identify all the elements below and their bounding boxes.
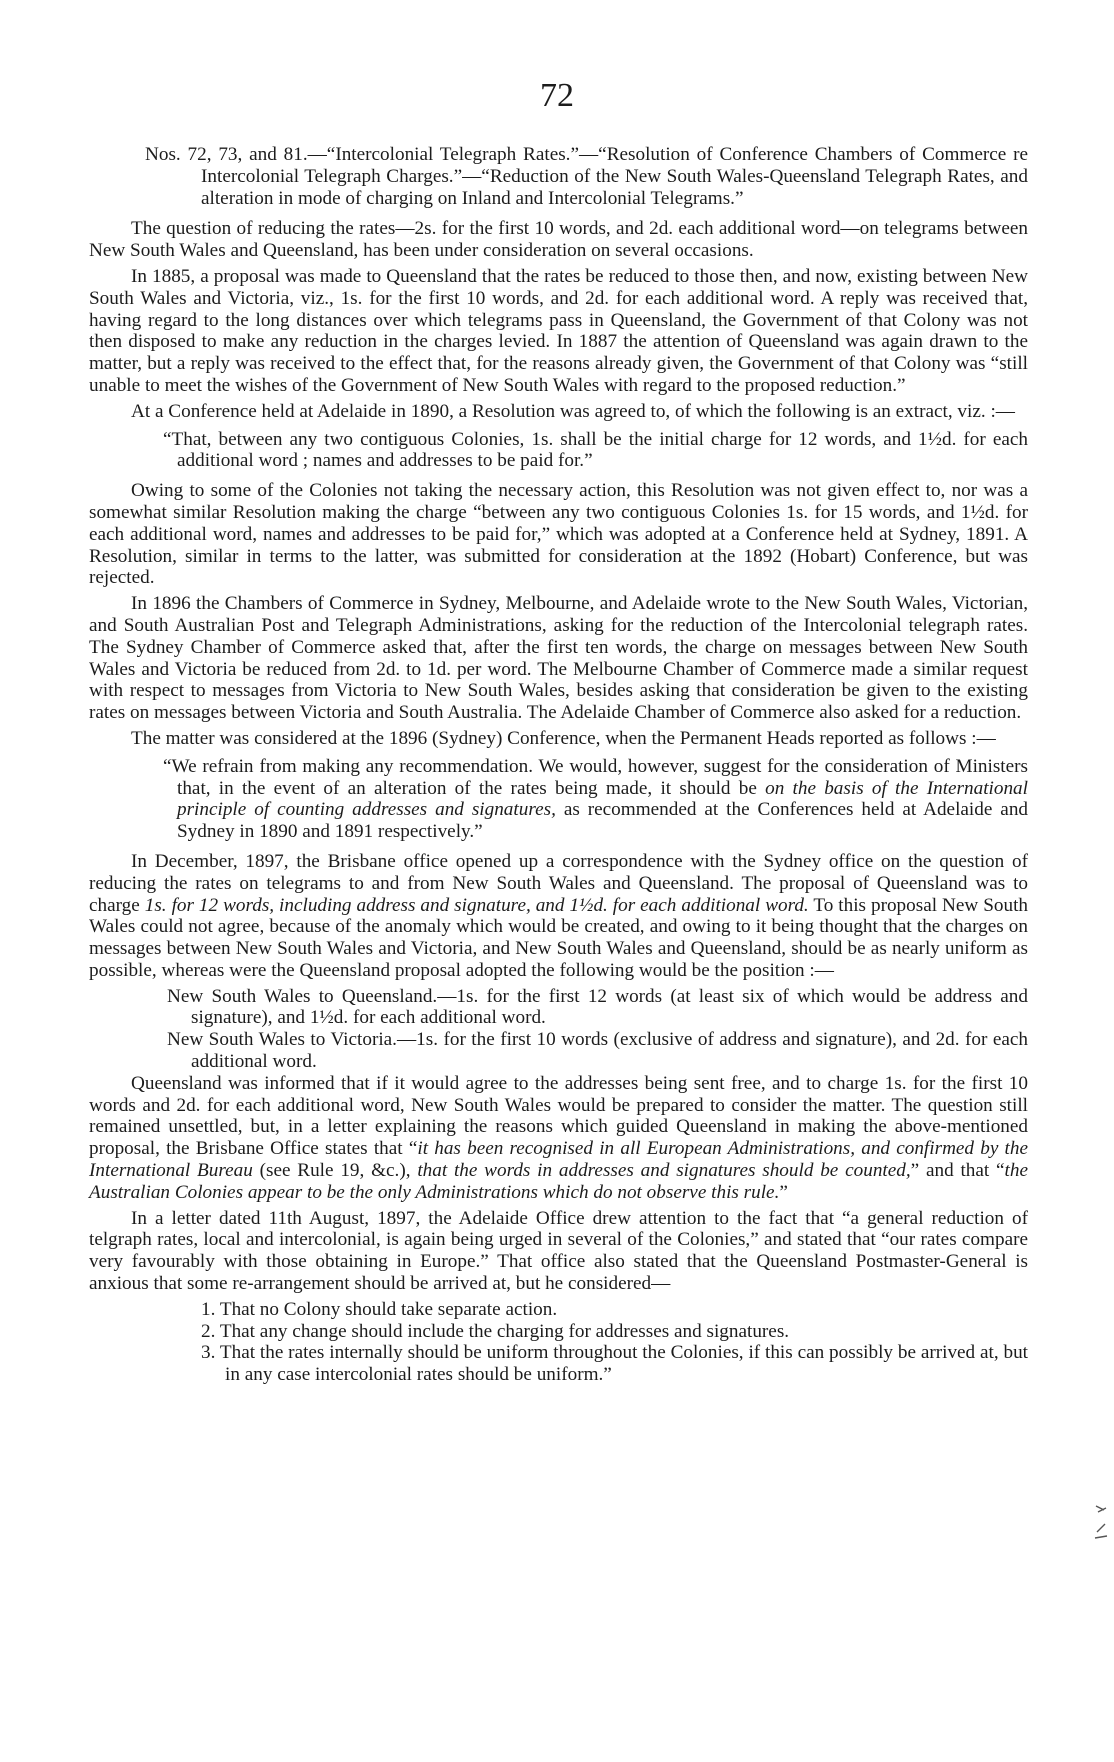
paragraph-8 — [89, 1073, 1028, 1204]
quote-adelaide-resolution: “That, between any two contiguous Colonies, 1s. shall be the initial charge for 12 words, and 1½d. for each additional word ; names and addresses to be paid for.” — [163, 428, 1028, 472]
paragraph-8-emphasis-2: that the words in addresses and signatures should be counted, — [417, 1160, 911, 1182]
binding-mark-icon — [1094, 1502, 1108, 1546]
list-item — [89, 1299, 1028, 1321]
considerations-list — [89, 1299, 1028, 1386]
paragraph-8-emphasis-1: it has been recognised in all European Administrations, and confirmed by the International Bureau — [89, 1138, 1029, 1182]
list-item — [89, 1342, 1028, 1386]
page-number: 72 — [540, 77, 574, 114]
list-item-text: That any change should include the charging for addresses and signatures. — [219, 1320, 790, 1342]
list-item-number: 1. — [201, 1298, 216, 1320]
paragraph-2: In 1885, a proposal was made to Queensland that the rates be reduced to those then, and now, existing between New South Wales and Victoria, viz., 1s. for the first 10 words, and 2d. for each additional word. A reply was received that, having regard to the long distances over which telegrams pass in Queensland, the Government of that Colony was not then disposed to make any reduction in the charges levied. In 1887 the attention of Queensland was again drawn to the matter, but a reply was received to the effect that, for the reasons already given, the Government of that Colony was “still unable to meet the wishes of the Government of New South Wales with regard to the proposed reduction.” — [89, 265, 1028, 396]
list-item-text: That the rates internally should be uniform throughout the Colonies, if this can possibly be arrived at, but in any case intercolonial rates should be uniform.” — [219, 1342, 1028, 1386]
quote-text: “We refrain from making any recommendation. We would, however, suggest for the consideration of Ministers that, in the event of an alteration of the rates being made, it should be — [163, 755, 1028, 799]
section-heading: Nos. 72, 73, and 81.—“Intercolonial Telegraph Rates.”—“Resolution of Conference Chambers of Commerce re Intercolonial Telegraph Charges.”—“Reduction of the New South Wales-Queensland Telegraph Rates, and alteration in mode of charging on Inland and Intercolonial Telegrams.” — [145, 144, 1028, 209]
paragraph-9: In a letter dated 11th August, 1897, the Adelaide Office drew attention to the fact that “a general reduction of telgraph rates, local and intercolonial, is again being urged in several of the Colonies,” and stated that “our rates compare very favourably with those obtaining in Europe.” That office also stated that the Queensland Postmaster-General is anxious that some re-arrangement should be arrived at, but he considered— — [89, 1207, 1028, 1295]
list-item — [89, 1321, 1028, 1343]
quote-permanent-heads — [89, 756, 1028, 843]
list-item-number: 3. — [201, 1342, 216, 1364]
quote-text-end: as recommended at the Conferences held at Adelaide and Sydney in 1890 and 1891 respectively.” — [177, 799, 1029, 843]
paragraph-5: In 1896 the Chambers of Commerce in Sydney, Melbourne, and Adelaide wrote to the New South Wales, Victorian, and South Australian Post and Telegraph Administrations, asking for the reduction of the Intercolonial telegraph rates. The Sydney Chamber of Commerce asked that, after the first ten words, the charge on messages between New South Wales and Victoria be reduced from 2d. to 1d. per word. The Melbourne Chamber of Commerce made a similar request with respect to messages from Victoria to New South Wales, besides asking that consideration be given to the existing rates on messages between Victoria and South Australia. The Adelaide Chamber of Commerce also asked for a reduction. — [89, 593, 1028, 724]
paragraph-3: At a Conference held at Adelaide in 1890, a Resolution was agreed to, of which the following is an extract, viz. :— — [131, 400, 1015, 422]
paragraph-8-text-3: ” and that “ — [910, 1160, 1005, 1182]
position-queensland: New South Wales to Queensland.—1s. for the first 12 words (at least six of which would be address and signature), and 1½d. for each additional word. — [167, 985, 1028, 1029]
paragraph-7-emphasis: 1s. for 12 words, including address and signature, and 1½d. for each additional word. — [144, 894, 809, 916]
page-body — [89, 144, 1028, 1386]
paragraph-6: The matter was considered at the 1896 (Sydney) Conference, when the Permanent Heads reported as follows :— — [131, 727, 996, 749]
paragraph-8-text-4: ” — [779, 1181, 788, 1203]
position-victoria: New South Wales to Victoria.—1s. for the first 10 words (exclusive of address and signature), and 2d. for each additional word. — [167, 1029, 1028, 1073]
paragraph-7-text-end: To this proposal New South Wales could not agree, because of the anomaly which would be created, and owing to it being thought that the charges on messages between New South Wales and Victoria, and New South Wales and Queensland, should be as nearly uniform as possible, whereas were the Queensland proposal adopted the following would be the position :— — [89, 894, 1028, 981]
paragraph-4: Owing to some of the Colonies not taking the necessary action, this Resolution was not given effect to, nor was a somewhat similar Resolution making the charge “between any two contiguous Colonies 1s. for 15 words, and 1½d. for each additional word, names and addresses to be paid for,” which was adopted at a Conference held at Sydney, 1891. A Resolution, similar in terms to the latter, was submitted for consideration at the 1892 (Hobart) Conference, but was rejected. — [89, 480, 1028, 589]
quote-emphasis: on the basis of the International principle of counting addresses and signatures, — [177, 777, 1028, 821]
paragraph-7-text: In December, 1897, the Brisbane office opened up a correspondence with the Sydney office on the question of reducing the rates on telegrams to and from New South Wales and Queensland. The proposal of Queensland was to charge — [89, 850, 1028, 916]
paragraph-8-text: Queensland was informed that if it would agree to the addresses being sent free, and to charge 1s. for the first 10 words and 2d. for each additional word, New South Wales would be prepared to consider the matter. The question still remained unsettled, but, in a letter explaining the reasons which guided Queensland in making the above-mentioned proposal, the Brisbane Office states that “ — [89, 1072, 1028, 1160]
paragraph-1: The question of reducing the rates—2s. for the first 10 words, and 2d. each additional word—on telegrams between New South Wales and Queensland, has been under consideration on several occasions. — [89, 218, 1028, 262]
paragraph-8-emphasis-3: the Australian Colonies appear to be the only Administrations which do not observe this rule. — [89, 1160, 1028, 1203]
paragraph-7 — [89, 851, 1028, 982]
paragraph-8-text-2: (see Rule 19, &c.), — [252, 1160, 418, 1182]
list-item-text: That no Colony should take separate action. — [219, 1298, 558, 1320]
list-item-number: 2. — [201, 1320, 216, 1342]
